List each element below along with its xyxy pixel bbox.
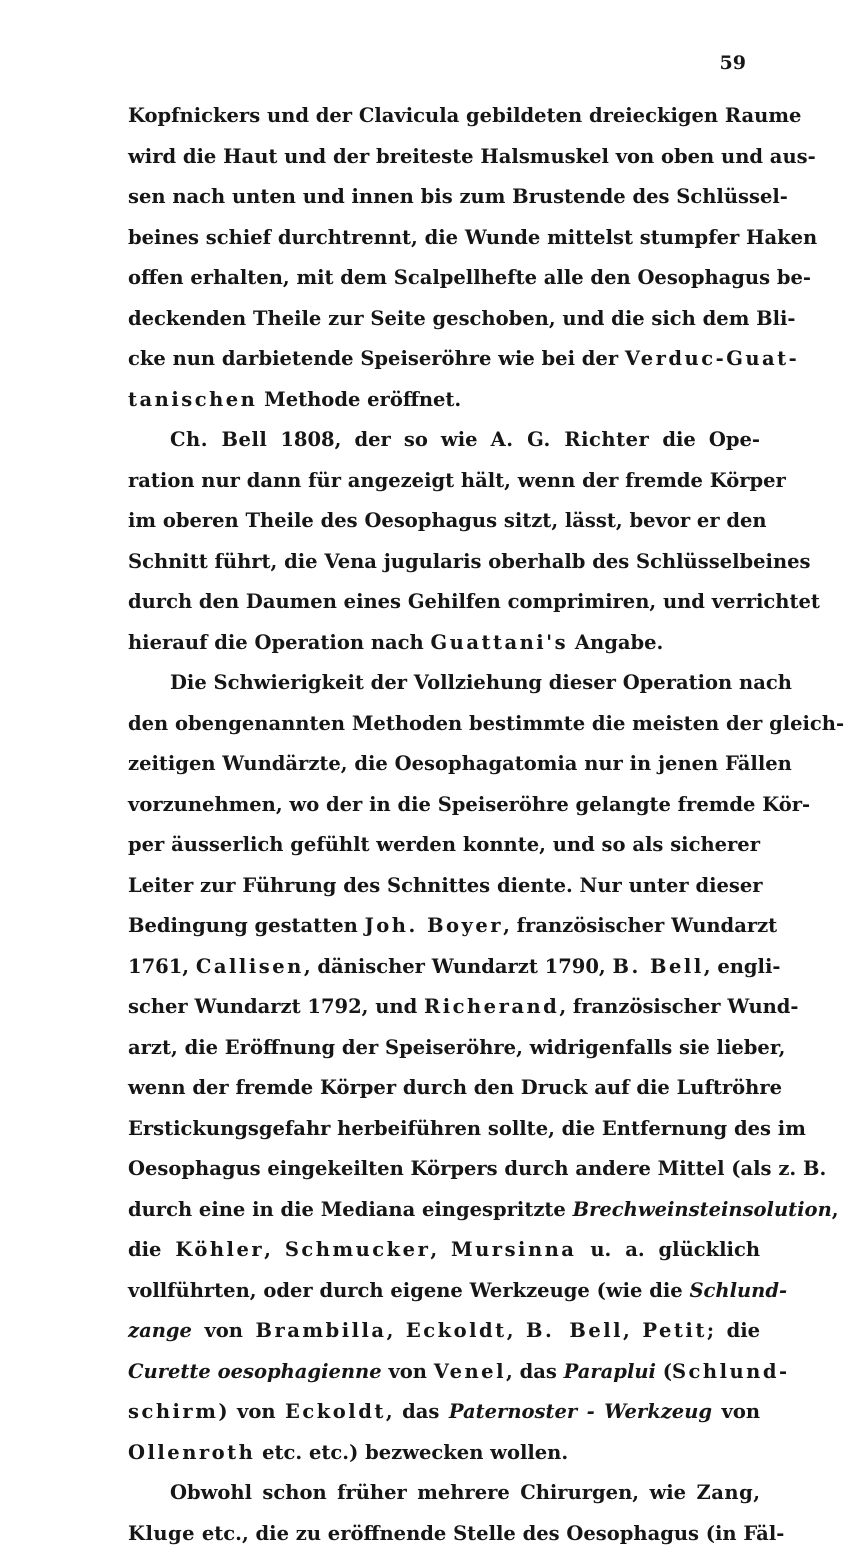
- italic-term: zange: [128, 1319, 192, 1342]
- italic-term: Schlund-: [689, 1279, 787, 1302]
- page-number: 59: [720, 52, 746, 74]
- text-line: zange von Brambilla, Eckoldt, B. Bell, Petit; die: [128, 1311, 760, 1352]
- text-line: arzt, die Eröffnung der Speiseröhre, widrigenfalls sie lieber,: [128, 1028, 760, 1069]
- author-name: tanischen: [128, 388, 257, 411]
- italic-term: Paternoster - Werkzeug: [449, 1400, 712, 1423]
- text-line: Kluge etc., die zu eröffnende Stelle des Oesophagus (in Fäl-: [128, 1514, 760, 1554]
- author-name: Ollenroth: [128, 1441, 255, 1464]
- author-name: Petit: [642, 1319, 706, 1342]
- spaced-term: Schlund-: [672, 1360, 790, 1383]
- text-line: Obwohl schon früher mehrere Chirurgen, wie Zang,: [128, 1473, 760, 1514]
- author-name: Schmucker: [285, 1238, 431, 1261]
- text-line: Leiter zur Führung des Schnittes diente. Nur unter dieser: [128, 866, 760, 907]
- text-line: hierauf die Operation nach Guattani's Angabe.: [128, 623, 760, 664]
- text-line: durch den Daumen eines Gehilfen comprimiren, und verrichtet: [128, 582, 760, 623]
- author-name: Mursinna: [451, 1238, 576, 1261]
- author-name: Joh. Boyer: [365, 914, 504, 937]
- text-line: wird die Haut und der breiteste Halsmuskel von oben und aus-: [128, 137, 760, 178]
- text-line: Ollenroth etc. etc.) bezwecken wollen.: [128, 1433, 760, 1474]
- text-line: den obengenannten Methoden bestimmte die meisten der gleich-: [128, 704, 760, 745]
- text-line: Oesophagus eingekeilten Körpers durch andere Mittel (als z. B.: [128, 1149, 760, 1190]
- text-line: scher Wundarzt 1792, und Richerand, französischer Wund-: [128, 987, 760, 1028]
- text-line: vollführten, oder durch eigene Werkzeuge (wie die Schlund-: [128, 1271, 760, 1312]
- text-line: die Köhler, Schmucker, Mursinna u. a. glücklich: [128, 1230, 760, 1271]
- text-line: sen nach unten und innen bis zum Brustende des Schlüssel-: [128, 177, 760, 218]
- italic-term: Brechweinsteinsolution: [573, 1198, 832, 1221]
- text-line: offen erhalten, mit dem Scalpellhefte alle den Oesophagus be-: [128, 258, 760, 299]
- text-line: im oberen Theile des Oesophagus sitzt, lässt, bevor er den: [128, 501, 760, 542]
- text-line: vorzunehmen, wo der in die Speiseröhre gelangte fremde Kör-: [128, 785, 760, 826]
- text-line: Kopfnickers und der Clavicula gebildeten dreieckigen Raume: [128, 96, 760, 137]
- author-name: Brambilla: [256, 1319, 387, 1342]
- author-name: Venel: [434, 1360, 506, 1383]
- text-line: ration nur dann für angezeigt hält, wenn der fremde Körper: [128, 461, 760, 502]
- body-text: [128, 96, 760, 1554]
- text-line: deckenden Theile zur Seite geschoben, und die sich dem Bli-: [128, 299, 760, 340]
- text-line: durch eine in die Mediana eingespritzte Brechweinsteinsolution,: [128, 1190, 760, 1231]
- italic-term: Paraplui: [564, 1360, 656, 1383]
- author-name: Richerand: [424, 995, 559, 1018]
- spaced-term: schirm: [128, 1400, 218, 1423]
- author-name: B. Bell: [612, 955, 703, 978]
- author-name: Zang: [697, 1481, 754, 1504]
- text-line: schirm) von Eckoldt, das Paternoster - Werkzeug von: [128, 1392, 760, 1433]
- text-line: tanischen Methode eröffnet.: [128, 380, 760, 421]
- author-name: Eckoldt: [285, 1400, 386, 1423]
- text-line: Ch. Bell 1808, der so wie A. G. Richter die Ope-: [128, 420, 760, 461]
- text-line: wenn der fremde Körper durch den Druck auf die Luftröhre: [128, 1068, 760, 1109]
- text-line: cke nun darbietende Speiseröhre wie bei der Verduc-Guat-: [128, 339, 760, 380]
- author-name: A. G. Richter: [491, 428, 650, 451]
- text-line: 1761, Callisen, dänischer Wundarzt 1790, B. Bell, engli-: [128, 947, 760, 988]
- text-line: Curette oesophagienne von Venel, das Paraplui (Schlund-: [128, 1352, 760, 1393]
- author-name: Ch. Bell: [170, 428, 267, 451]
- text-line: Erstickungsgefahr herbeiführen sollte, die Entfernung des im: [128, 1109, 760, 1150]
- author-name: Guattani's: [430, 631, 568, 654]
- author-name: B. Bell: [526, 1319, 623, 1342]
- italic-term: Curette oesophagienne: [128, 1360, 382, 1383]
- text-line: per äusserlich gefühlt werden konnte, und so als sicherer: [128, 825, 760, 866]
- text-line: Die Schwierigkeit der Vollziehung dieser Operation nach: [128, 663, 760, 704]
- text-line: zeitigen Wundärzte, die Oesophagatomia nur in jenen Fällen: [128, 744, 760, 785]
- author-name: Eckoldt: [406, 1319, 507, 1342]
- text-line: beines schief durchtrennt, die Wunde mittelst stumpfer Haken: [128, 218, 760, 259]
- author-name: Köhler: [175, 1238, 264, 1261]
- text-line: Schnitt führt, die Vena jugularis oberhalb des Schlüsselbeines: [128, 542, 760, 583]
- author-name: Callisen: [196, 955, 304, 978]
- author-name: Kluge: [128, 1522, 195, 1545]
- author-name: Verduc-Guat-: [625, 347, 799, 370]
- text-line: Bedingung gestatten Joh. Boyer, französischer Wundarzt: [128, 906, 760, 947]
